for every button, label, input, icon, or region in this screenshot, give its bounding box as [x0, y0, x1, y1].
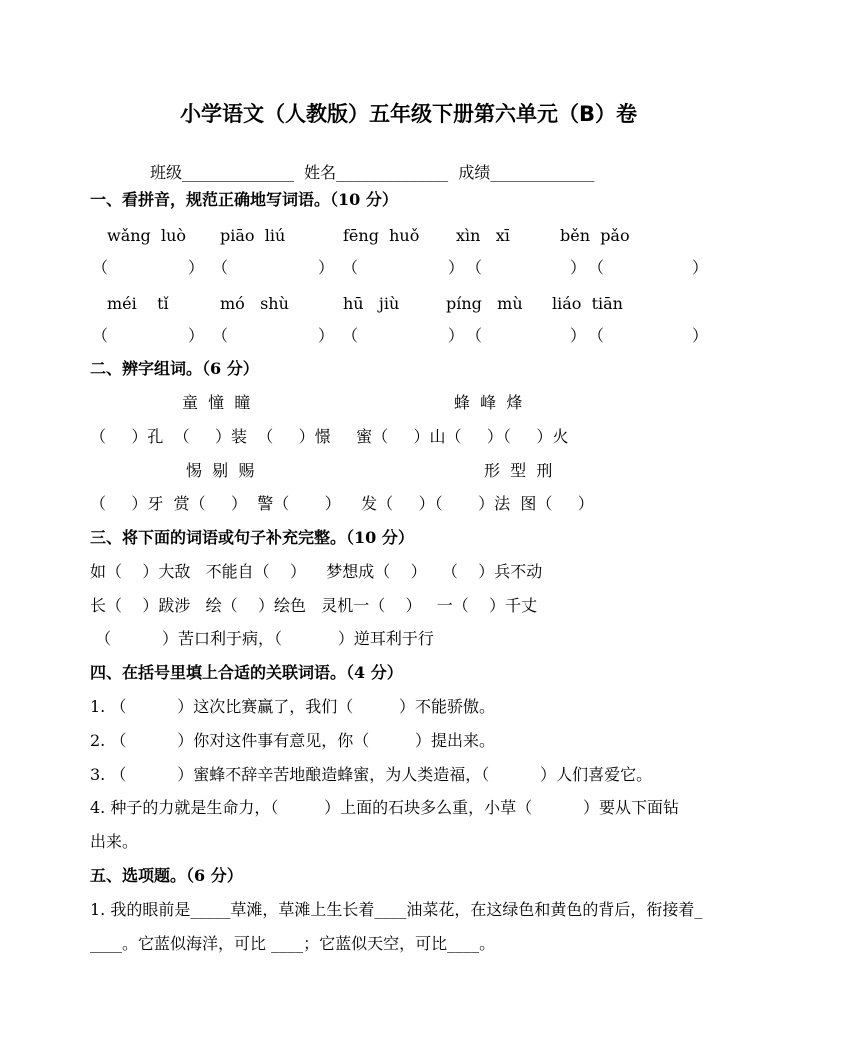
answer-box-close: ） — [692, 258, 709, 277]
char-group: 蜂 峰 烽 — [454, 393, 523, 412]
question-item: 1. （ ）这次比赛赢了，我们（ ）不能骄傲。 — [90, 697, 495, 716]
question-item: 4. 种子的力就是生命力，（ ）上面的石块多么重，小草（ ）要从下面钻 — [90, 798, 679, 817]
section-4-heading: 四、在括号里填上合适的关联词语。（4 分） — [90, 663, 403, 682]
section-3-heading: 三、将下面的词语或句子补充完整。（10 分） — [90, 528, 414, 547]
answer-box-close: ） — [318, 258, 335, 277]
pinyin-item: píng mù — [446, 294, 523, 313]
answer-box-open: （ — [92, 258, 109, 277]
section-1-heading: 一、看拼音，规范正确地写词语。（10 分） — [90, 190, 398, 209]
answer-box-close: ） — [570, 326, 587, 345]
pinyin-item: fēng huǒ — [343, 226, 420, 245]
answer-box-close: ） — [188, 258, 205, 277]
fill-row: 如（ ）大敌 不能自（ ） 梦想成（ ） （ ）兵不动 — [90, 562, 543, 581]
question-item-cont: 出来。 — [90, 832, 139, 851]
pinyin-item: mó shù — [220, 294, 289, 313]
question-item-cont: ____。它蓝似海洋，可比 ____；它蓝似天空，可比____。 — [90, 934, 496, 953]
word-row: （ ）孔 （ ）装 （ ）憬 蜜（ ）山（ ）（ ）火 — [90, 427, 569, 446]
answer-box-open: （ — [342, 326, 359, 345]
answer-box-open: （ — [466, 326, 483, 345]
answer-box-close: ） — [692, 326, 709, 345]
pinyin-item: běn pǎo — [560, 226, 630, 245]
pinyin-item: méi tǐ — [107, 294, 169, 313]
fill-row: （ ）苦口利于病，（ ）逆耳利于行 — [90, 629, 434, 648]
question-item: 2. （ ）你对这件事有意见，你（ ）提出来。 — [90, 731, 495, 750]
pinyin-item: piāo liú — [220, 226, 286, 245]
section-5-heading: 五、选项题。（6 分） — [90, 866, 243, 885]
pinyin-item: wǎng luò — [107, 226, 187, 245]
pinyin-item: xìn xī — [456, 226, 510, 245]
student-info-line: 班级______________ 姓名______________ 成绩_____________ — [150, 163, 595, 182]
answer-box-close: ） — [448, 326, 465, 345]
answer-box-close: ） — [188, 326, 205, 345]
answer-box-open: （ — [342, 258, 359, 277]
page-title: 小学语文（人教版）五年级下册第六单元（B）卷 — [180, 102, 638, 126]
answer-box-close: ） — [570, 258, 587, 277]
answer-box-open: （ — [212, 326, 229, 345]
answer-box-open: （ — [212, 258, 229, 277]
word-row: （ ）牙 赏（ ） 警（ ） 发（ ）（ ）法 图（ ） — [90, 494, 594, 513]
answer-box-close: ） — [448, 258, 465, 277]
fill-row: 长（ ）跋涉 绘（ ）绘色 灵机一（ ） 一（ ）千丈 — [90, 596, 538, 615]
section-2-heading: 二、辨字组词。（6 分） — [90, 359, 259, 378]
question-item: 3. （ ）蜜蜂不辞辛苦地酿造蜂蜜，为人类造福，（ ）人们喜爱它。 — [90, 765, 653, 784]
answer-box-close: ） — [318, 326, 335, 345]
char-group: 童 憧 瞳 — [182, 393, 251, 412]
pinyin-item: hū jiù — [343, 294, 400, 313]
question-item: 1. 我的眼前是_____草滩，草滩上生长着____油菜花，在这绿色和黄色的背后，衔接着_ — [90, 900, 703, 919]
answer-box-open: （ — [92, 326, 109, 345]
char-group: 惕 剔 赐 — [186, 461, 255, 480]
pinyin-item: liáo tiān — [552, 294, 623, 313]
answer-box-open: （ — [466, 258, 483, 277]
char-group: 形 型 刑 — [484, 461, 553, 480]
answer-box-open: （ — [588, 258, 605, 277]
answer-box-open: （ — [588, 326, 605, 345]
